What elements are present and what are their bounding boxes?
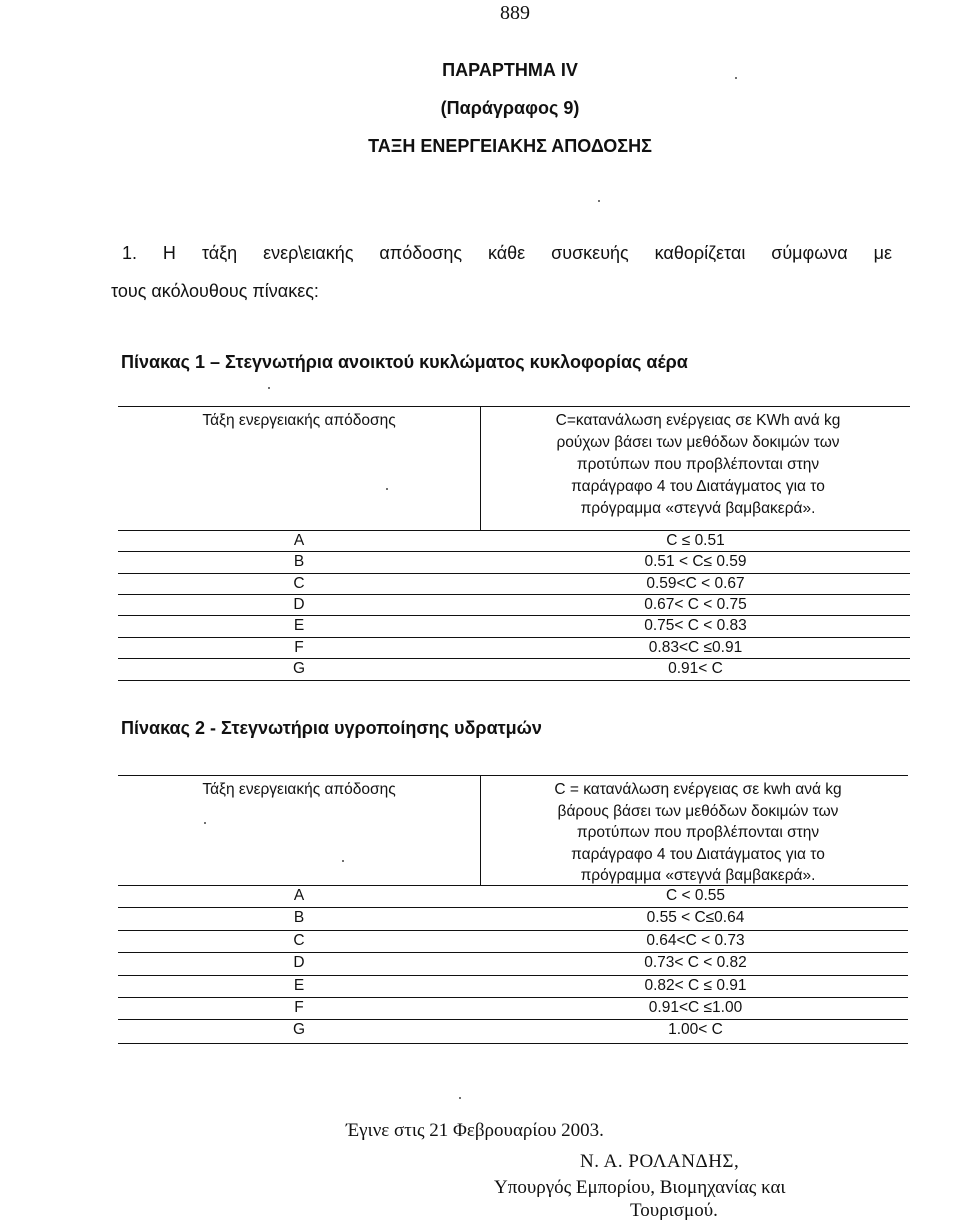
table1-header-value-line: ρούχων βάσει των μεθόδων δοκιμών των — [556, 434, 840, 451]
scan-speck — [735, 77, 737, 79]
table1-header-value-line: C=κατανάλωση ενέργειας σε KWh ανά kg — [555, 412, 841, 429]
scan-speck — [459, 1097, 461, 1099]
table1-top-rule — [118, 406, 910, 407]
table2-header-value-line: παράγραφο 4 του Διατάγματος για το — [571, 845, 825, 863]
consumption-range-cell: 0.75< C < 0.83 — [644, 617, 747, 635]
scan-speck — [386, 488, 388, 490]
table1-header-value-line: πρόγραμμα «στεγνά βαμβακερά». — [580, 500, 816, 517]
consumption-range-cell: C < 0.55 — [665, 887, 726, 904]
appendix-subject: ΤΑΞΗ ΕΝΕΡΓΕΙΑΚΗΣ ΑΠΟΔΟΣΗΣ — [368, 136, 652, 156]
table-row — [118, 615, 910, 637]
signature-date: Έγινε στις 21 Φεβρουαρίου 2003. — [346, 1120, 604, 1141]
table-row — [118, 658, 910, 681]
energy-class-cell: A — [293, 887, 305, 904]
consumption-range-cell: 0.64<C < 0.73 — [646, 931, 745, 949]
intro-line-1: 1. Η τάξη ενερ\ειακής απόδοσης κάθε συσκευής καθορίζεται σύμφωνα με — [122, 243, 892, 263]
consumption-range-cell: 0.91< C — [668, 659, 723, 677]
table-row — [118, 907, 908, 930]
energy-class-cell: F — [294, 999, 304, 1016]
consumption-range-cell: C ≤ 0.51 — [666, 532, 725, 549]
intro-line-2: τους ακόλουθους πίνακες: — [111, 281, 319, 301]
consumption-range-cell: 0.82< C ≤ 0.91 — [644, 976, 747, 994]
table2-column-divider — [480, 775, 481, 885]
table-row — [118, 885, 908, 908]
energy-class-cell: B — [293, 553, 305, 571]
table-row — [118, 551, 910, 573]
consumption-range-cell: 0.83<C ≤0.91 — [648, 638, 743, 656]
table1-header-value — [488, 410, 908, 520]
consumption-range-cell: 0.51 < C≤ 0.59 — [644, 553, 747, 571]
table1-header-class: Τάξη ενεργειακής απόδοσης — [202, 412, 396, 429]
energy-class-cell: D — [293, 595, 305, 613]
signature-role-line-1: Υπουργός Εμπορίου, Βιομηχανίας και — [494, 1177, 786, 1198]
energy-class-cell: D — [293, 954, 305, 972]
signature-role-line-2: Τουρισμού. — [630, 1200, 718, 1221]
energy-class-cell: E — [293, 976, 305, 994]
table1 — [118, 406, 910, 678]
table-row — [118, 637, 910, 659]
scan-speck — [342, 860, 344, 862]
table2-top-rule — [118, 775, 908, 776]
energy-class-cell: C — [293, 931, 305, 949]
table2-header-value-line: C = κατανάλωση ενέργειας σε kwh ανά kg — [554, 781, 842, 798]
table-row — [118, 997, 908, 1020]
table-row — [118, 594, 910, 616]
energy-class-cell: G — [292, 1021, 306, 1039]
energy-class-cell: A — [293, 532, 305, 549]
energy-class-cell: G — [292, 659, 306, 677]
consumption-range-cell: 0.67< C < 0.75 — [644, 595, 747, 613]
scan-speck — [268, 387, 270, 389]
table2-title: Πίνακας 2 - Στεγνωτήρια υγροποίησης υδρατμών — [121, 718, 542, 738]
table1-title: Πίνακας 1 – Στεγνωτήρια ανοικτού κυκλώματος κυκλοφορίας αέρα — [121, 352, 688, 372]
appendix-paragraph: (Παράγραφος 9) — [440, 98, 580, 118]
energy-class-cell: C — [293, 574, 305, 592]
consumption-range-cell: 0.91<C ≤1.00 — [648, 999, 743, 1016]
table2-header-value-line: πρόγραμμα «στεγνά βαμβακερά». — [580, 867, 816, 884]
intro-paragraph — [111, 234, 892, 310]
consumption-range-cell: 0.73< C < 0.82 — [644, 954, 747, 972]
table2-header-value-line: προτύπων που προβλέπονται στην — [576, 824, 820, 841]
table2-header-value-line: βάρους βάσει των μεθόδων δοκιμών των — [557, 802, 839, 820]
scan-speck — [204, 822, 206, 824]
consumption-range-cell: 0.55 < C≤0.64 — [646, 909, 745, 927]
appendix-title: ΠΑΡΑΡΤΗΜΑ IV — [442, 60, 578, 80]
table-row — [118, 1019, 908, 1043]
table1-header-value-line: προτύπων που προβλέπονται στην — [576, 456, 820, 473]
energy-class-cell: F — [294, 638, 304, 656]
table1-header-value-line: παράγραφο 4 του Διατάγματος για το — [571, 478, 825, 495]
table-row — [118, 530, 910, 552]
table-row — [118, 975, 908, 998]
energy-class-cell: B — [293, 909, 305, 927]
energy-class-cell: E — [293, 617, 305, 635]
table-row — [118, 930, 908, 953]
table2 — [118, 775, 908, 1043]
table2-header-class: Τάξη ενεργειακής απόδοσης — [202, 781, 396, 798]
consumption-range-cell: 0.59<C < 0.67 — [646, 574, 745, 592]
table1-column-divider — [480, 406, 481, 530]
scan-speck — [598, 200, 600, 202]
table-row — [118, 952, 908, 975]
consumption-range-cell: 1.00< C — [668, 1021, 723, 1039]
table2-header-value — [488, 779, 908, 887]
signature-name: Ν. Α. ΡΟΛΑΝΔΗΣ, — [580, 1151, 740, 1172]
page-number: 889 — [500, 2, 530, 24]
table-row — [118, 573, 910, 595]
